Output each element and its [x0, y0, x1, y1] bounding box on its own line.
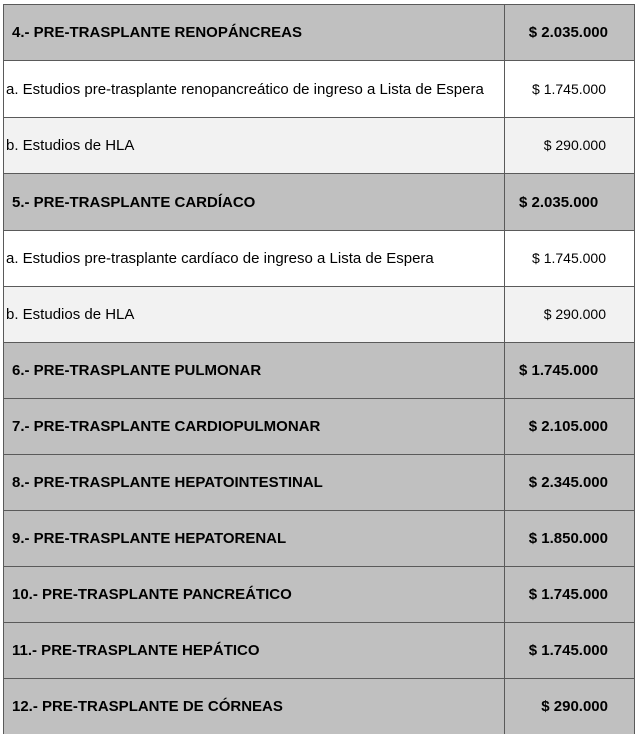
- section-row-corneas: [4, 679, 635, 734]
- row-label: 7.- PRE-TRASPLANTE CARDIOPULMONAR: [4, 399, 505, 455]
- row-price: $ 1.850.000: [505, 511, 635, 567]
- section-row-hepatointestinal: [4, 455, 635, 511]
- row-price: $ 2.035.000: [505, 5, 635, 61]
- row-label: 11.- PRE-TRASPLANTE HEPÁTICO: [4, 623, 505, 679]
- row-label: 8.- PRE-TRASPLANTE HEPATOINTESTINAL: [4, 455, 505, 511]
- row-price: $ 290.000: [505, 679, 635, 734]
- row-price: $ 1.745.000: [505, 567, 635, 623]
- row-price: $ 1.745.000: [505, 61, 635, 118]
- row-price: $ 290.000: [505, 118, 635, 174]
- row-price: $ 1.745.000: [505, 231, 635, 287]
- section-row-pulmonar: [4, 343, 635, 399]
- section-row-cardiaco: [4, 174, 635, 231]
- row-label: 10.- PRE-TRASPLANTE PANCREÁTICO: [4, 567, 505, 623]
- item-row: [4, 231, 635, 287]
- row-label: 4.- PRE-TRASPLANTE RENOPÁNCREAS: [4, 5, 505, 61]
- row-label: 6.- PRE-TRASPLANTE PULMONAR: [4, 343, 505, 399]
- row-label: 9.- PRE-TRASPLANTE HEPATORENAL: [4, 511, 505, 567]
- row-price: $ 290.000: [505, 287, 635, 343]
- section-row-pancreatico: [4, 567, 635, 623]
- row-price: $ 2.035.000: [505, 174, 635, 231]
- row-label: 5.- PRE-TRASPLANTE CARDÍACO: [4, 174, 505, 231]
- section-row-hepatorenal: [4, 511, 635, 567]
- row-price: $ 2.105.000: [505, 399, 635, 455]
- item-row: [4, 118, 635, 174]
- section-row-renopancreas: [4, 5, 635, 61]
- row-price: $ 1.745.000: [505, 343, 635, 399]
- row-price: $ 2.345.000: [505, 455, 635, 511]
- row-label: a. Estudios pre-trasplante renopancreático de ingreso a Lista de Espera: [4, 61, 505, 118]
- item-row: [4, 287, 635, 343]
- row-label: a. Estudios pre-trasplante cardíaco de ingreso a Lista de Espera: [4, 231, 505, 287]
- row-label: b. Estudios de HLA: [4, 118, 505, 174]
- row-label: 12.- PRE-TRASPLANTE DE CÓRNEAS: [4, 679, 505, 734]
- section-row-hepatico: [4, 623, 635, 679]
- section-row-cardiopulmonar: [4, 399, 635, 455]
- row-label: b. Estudios de HLA: [4, 287, 505, 343]
- row-price: $ 1.745.000: [505, 623, 635, 679]
- item-row: [4, 61, 635, 118]
- price-table: [3, 4, 635, 734]
